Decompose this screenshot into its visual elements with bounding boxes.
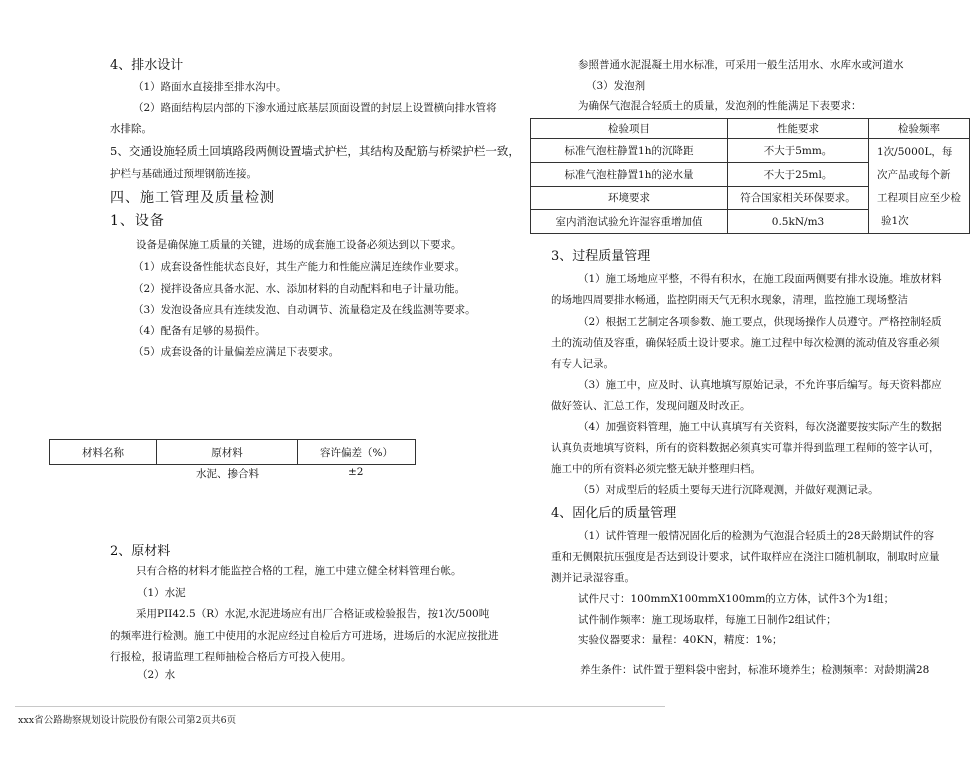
frequency-line: 1次/5000L，每 (877, 146, 953, 158)
table-header-cell: 原材料 (157, 440, 298, 465)
specimen-spec-line: 试件尺寸：100mmX100mmX100mm的立方体，试件3个为1组； (578, 593, 895, 605)
specimen-spec-line: 实验仪器要求：量程：40KN，精度：1%； (578, 634, 783, 646)
drain-item-2: （2）路面结构层内部的下渗水通过底基层顶面设置的封层上设置横向排水管将 (133, 102, 497, 114)
table-cell: 标准气泡柱静置1h的泌水量 (531, 162, 728, 186)
table-cell: 室内消泡试验允许湿容重增加值 (531, 210, 728, 234)
equipment-item: （4）配备有足够的易损件。 (133, 325, 266, 337)
frequency-line: 工程项目应至少检 (877, 192, 961, 204)
drain-item-2-cont: 水排除。 (110, 123, 152, 135)
inspection-frequency-cell (869, 139, 970, 234)
drain-item-1: （1）路面水直接排至排水沟中。 (133, 81, 287, 93)
table-cell: 标准气泡柱静置1h的沉降距 (531, 139, 728, 163)
cement-paragraph-cont: 的频率进行检测。施工中使用的水泥应经过自检后方可进场，进场后的水泥应按批进 (110, 630, 499, 642)
equipment-item: （1）成套设备性能状态良好，其生产能力和性能应满足连续作业要求。 (133, 261, 466, 273)
curing-conditions-line: 养生条件：试件置于塑料袋中密封，标准环境养生；检测频率：对龄期满28 (580, 664, 930, 676)
equipment-intro: 设备是确保施工质量的关键，进场的成套施工设备必须达到以下要求。 (136, 239, 462, 251)
traffic-paragraph: 5、交通设施轻质土回填路段两侧设置墙式护栏，其结构及配筋与桥梁护栏一致， (110, 144, 520, 158)
page-footer: xxx省公路勘察规划设计院股份有限公司第2页共6页 (18, 715, 237, 726)
process-line: 土的流动值及容重，确保轻质土设计要求。施工过程中每次检测的流动值及容重必须 (551, 337, 940, 349)
process-quality-heading: 3、过程质量管理 (551, 249, 651, 264)
process-line: （5）对成型后的轻质土要每天进行沉降观测，并做好观测记录。 (578, 484, 879, 496)
water-heading: （2）水 (137, 669, 176, 681)
tolerance-value: ±2 (348, 466, 364, 478)
process-line: （1）施工场地应平整，不得有积水，在施工段面两侧要有排水设施。堆放材料 (578, 273, 942, 285)
table-header-cell: 材料名称 (50, 440, 157, 465)
table-cell: 符合国家相关环保要求。 (728, 186, 869, 210)
raw-material-heading: 2、原材料 (110, 544, 171, 559)
table-header-cell: 检验频率 (869, 119, 970, 139)
cured-line: 重和无侧限抗压强度是否达到设计要求，试件取样应在浇注口随机制取，制取时应量 (551, 551, 940, 563)
water-paragraph: 参照普通水泥混凝土用水标准，可采用一般生活用水、水库水或河道水 (578, 59, 904, 71)
section-4-heading: 四、施工管理及质量检测 (110, 190, 275, 206)
traffic-paragraph-cont: 护栏与基础通过预埋钢筋连接。 (110, 168, 257, 180)
table-cell: 0.5kN/m3 (728, 210, 869, 234)
footer-divider (15, 706, 665, 707)
cured-line: （1）试件管理一般情况固化后的检测为气泡混合轻质土的28天龄期试件的容 (578, 530, 935, 542)
equipment-heading: 1、设备 (110, 213, 165, 229)
raw-material-intro: 只有合格的材料才能监控合格的工程，施工中建立健全材料管理台帐。 (136, 565, 462, 577)
foam-spec-table (530, 118, 970, 234)
equipment-item: （3）发泡设备应具有连续发泡、自动调节、流量稳定及在线监测等要求。 (133, 304, 476, 316)
table-cell: 不大于5mm。 (728, 139, 869, 163)
process-line: （3）施工中，应及时、认真地填写原始记录，不允许事后编写。每天资料都应 (578, 379, 942, 391)
table-header-cell: 容许偏差（%） (298, 440, 416, 465)
process-line: 施工中的所有资料必须完整无缺并整理归档。 (551, 463, 761, 475)
tolerance-material: 水泥、掺合料 (196, 468, 259, 480)
foam-agent-intro: 为确保气泡混合轻质土的质量，发泡剂的性能满足下表要求： (578, 100, 862, 112)
specimen-spec-line: 试件制作频率：施工现场取样，每施工日制作2组试件； (578, 614, 837, 626)
process-line: （2）根据工艺制定各项参数、施工要点，供现场操作人员遵守。严格控制轻质 (578, 316, 942, 328)
cement-paragraph-cont: 行报检，报请监理工程师抽检合格后方可投入使用。 (110, 651, 352, 663)
equipment-item: （5）成套设备的计量偏差应满足下表要求。 (133, 346, 340, 358)
cement-paragraph: 采用PII42.5（R）水泥,水泥进场应有出厂合格证或检验报告，按1次/500吨 (136, 608, 490, 620)
tolerance-table (49, 439, 416, 465)
cured-line: 测并记录湿容重。 (551, 572, 635, 584)
process-line: 有专人记录。 (551, 358, 614, 370)
cured-quality-heading: 4、固化后的质量管理 (551, 506, 677, 521)
process-line: 认真负责地填写资料，所有的资料数据必须真实可靠并得到监理工程师的签字认可， (551, 442, 940, 454)
process-line: 做好签认、汇总工作，发现问题及时改正。 (551, 400, 751, 412)
drain-heading: 4、排水设计 (110, 58, 184, 73)
table-cell: 环境要求 (531, 186, 728, 210)
equipment-item: （2）搅拌设备应具备水泥、水、添加材料的自动配料和电子计量功能。 (133, 283, 466, 295)
table-cell: 不大于25ml。 (728, 162, 869, 186)
process-line: （4）加强资料管理，施工中认真填写有关资料，每次浇灌要按实际产生的数据 (578, 421, 942, 433)
process-line: 的场地四周要排水畅通，监控阴雨天气无积水现象，清理，监控施工现场整洁 (551, 294, 908, 306)
foam-agent-heading: （3）发泡剂 (586, 80, 646, 92)
frequency-line: 次产品或每个新 (877, 169, 951, 181)
table-header-cell: 检验项目 (531, 119, 728, 139)
table-header-cell: 性能要求 (728, 119, 869, 139)
cement-heading: （1）水泥 (137, 587, 186, 599)
frequency-line: 验1次 (881, 215, 909, 227)
